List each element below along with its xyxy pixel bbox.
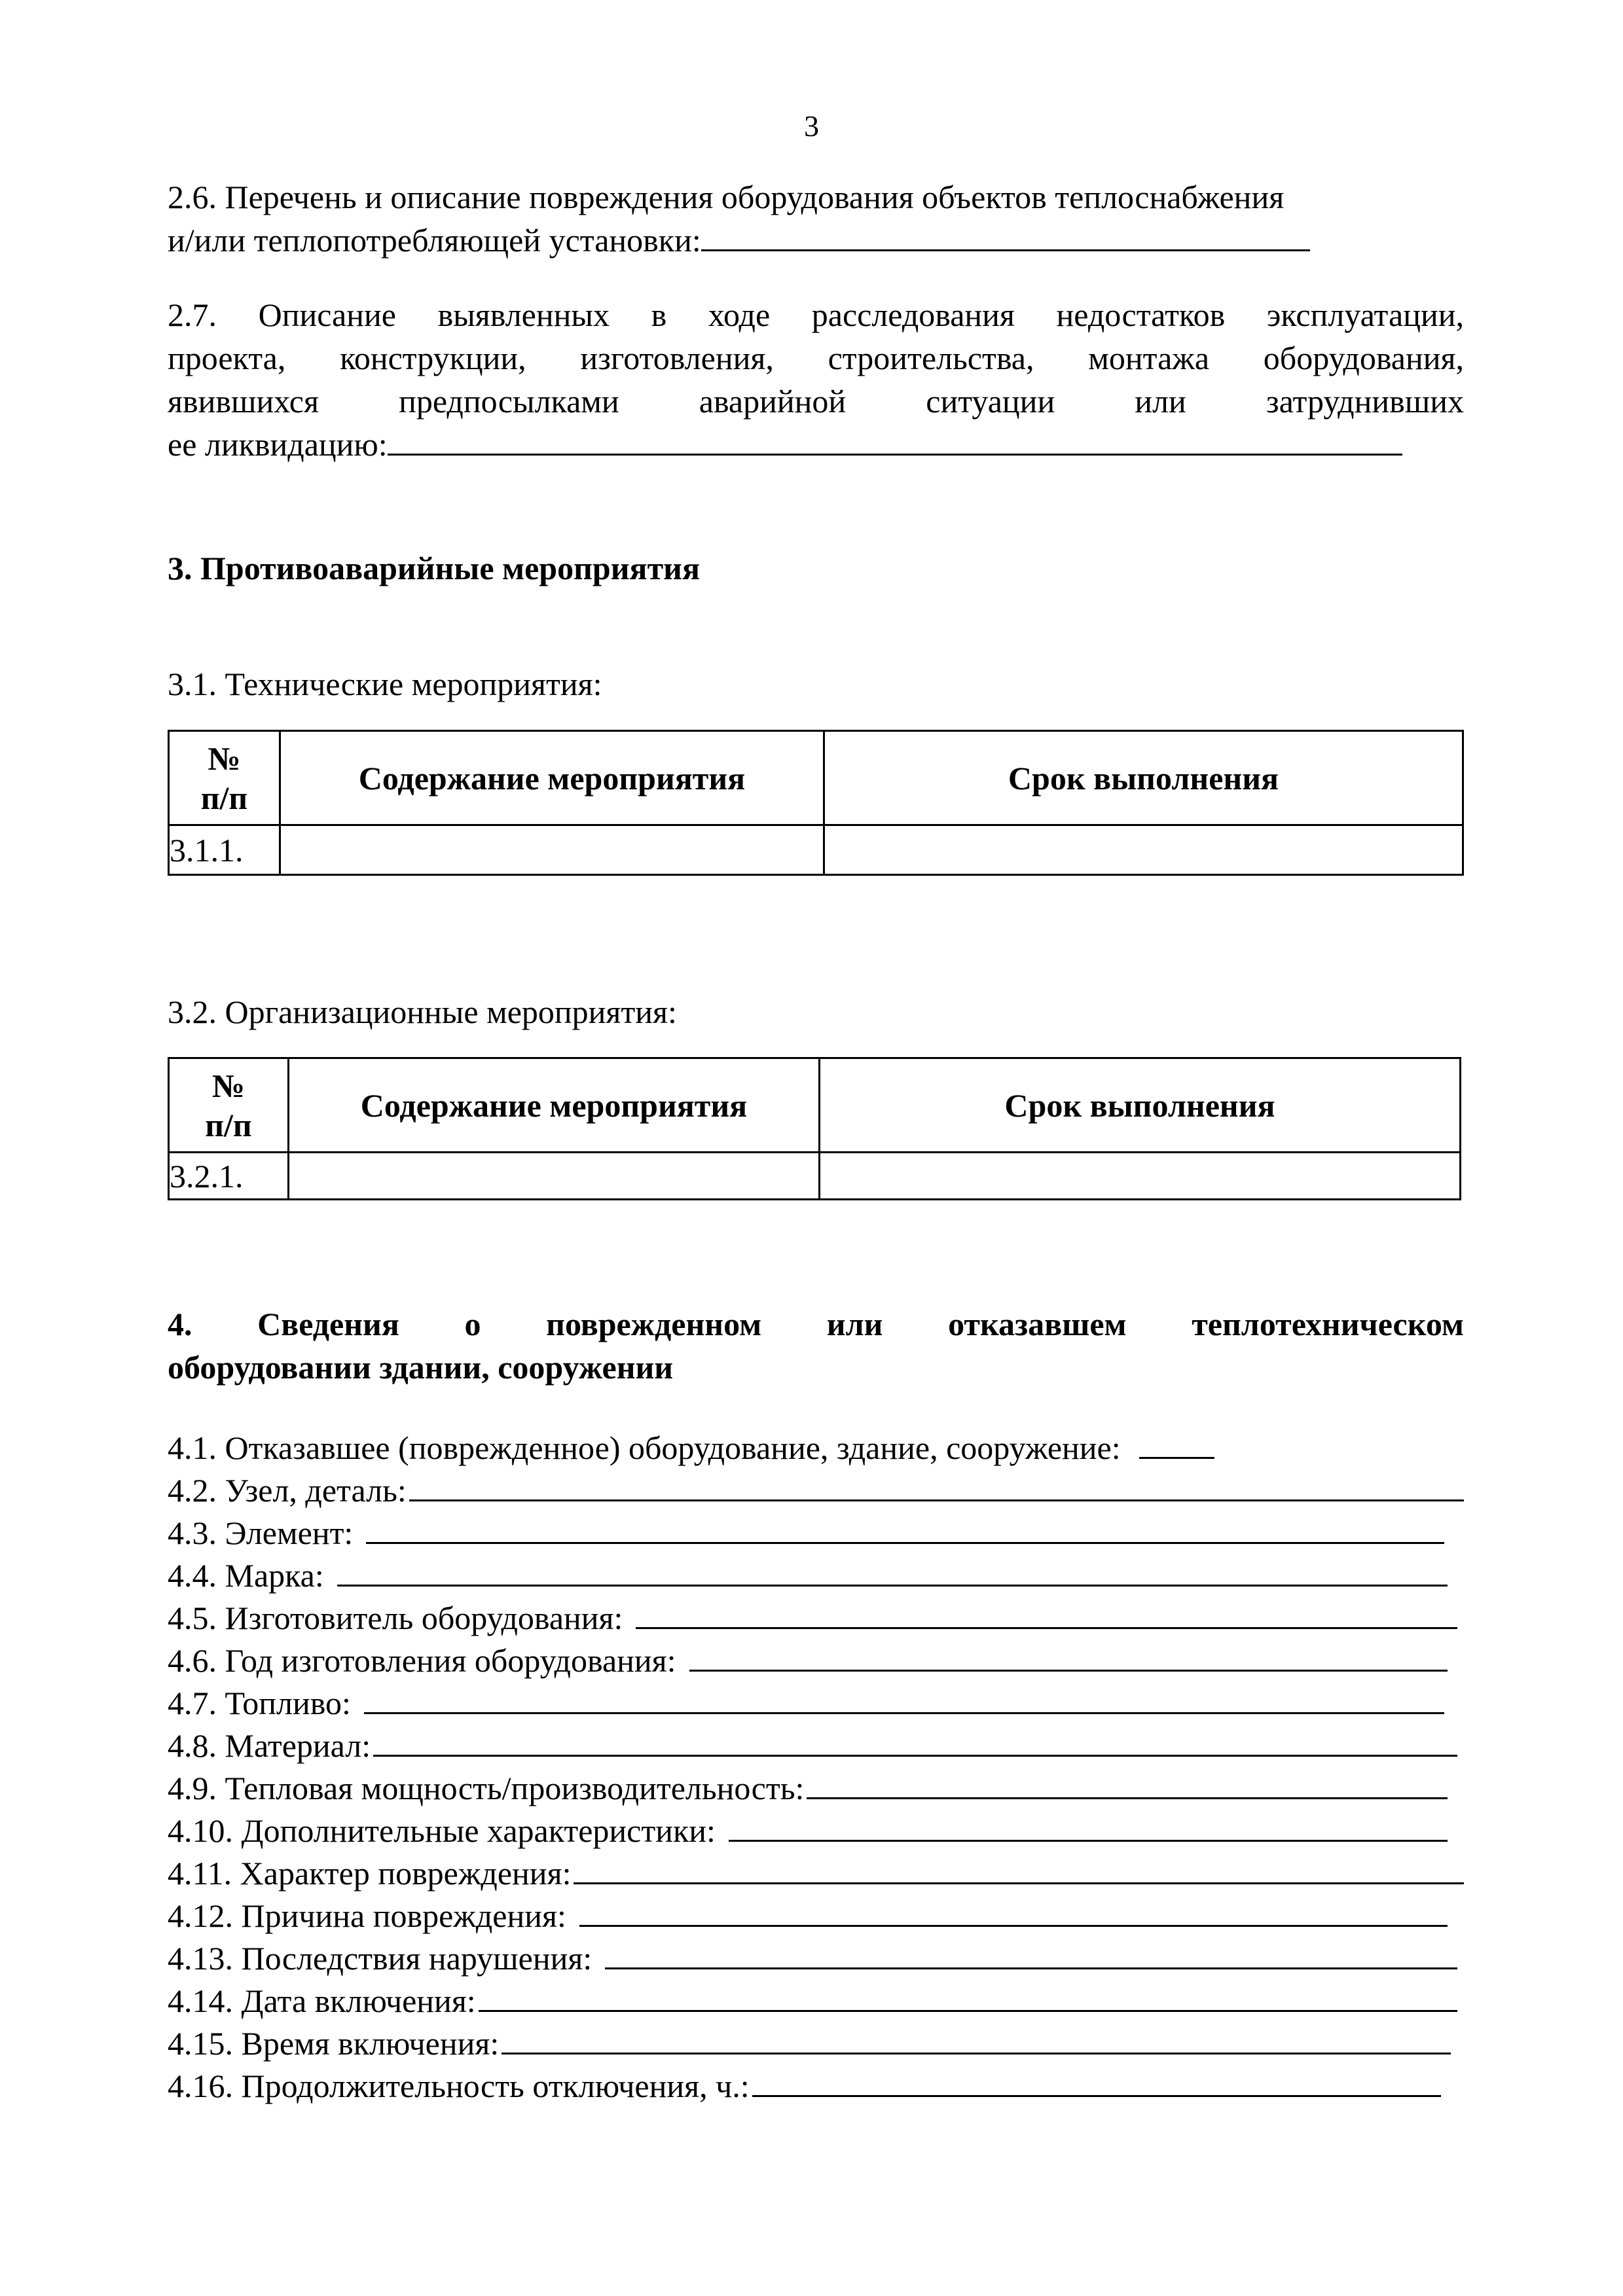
field-input-line[interactable] bbox=[409, 1473, 1464, 1501]
content-header: Содержание мероприятия bbox=[289, 1058, 820, 1153]
field-input-line[interactable] bbox=[479, 1984, 1457, 2012]
field-input-line[interactable] bbox=[1139, 1431, 1214, 1459]
field-input-line[interactable] bbox=[337, 1558, 1448, 1587]
field-label: 4.8. Материал: bbox=[168, 1727, 371, 1764]
field-input-line[interactable] bbox=[752, 2069, 1441, 2097]
field-row bbox=[168, 1767, 1477, 1810]
field-label: 4.14. Дата включения: bbox=[168, 1982, 476, 2019]
field-label: 4.13. Последствия нарушения: bbox=[168, 1940, 593, 1977]
field-input-line[interactable] bbox=[729, 1814, 1448, 1842]
content-cell[interactable] bbox=[289, 1153, 820, 1200]
field-label: 4.10. Дополнительные характеристики: bbox=[168, 1812, 716, 1849]
content-cell[interactable] bbox=[280, 825, 824, 875]
field-row bbox=[168, 1895, 1477, 1937]
fill-line-2-7[interactable] bbox=[388, 427, 1402, 456]
field-input-line[interactable] bbox=[689, 1643, 1448, 1672]
fill-line-2-6[interactable] bbox=[701, 223, 1310, 251]
section-4-heading bbox=[168, 1302, 1464, 1389]
field-row bbox=[168, 1980, 1477, 2022]
field-label: 4.11. Характер повреждения: bbox=[168, 1855, 572, 1892]
field-row bbox=[168, 1852, 1477, 1895]
paragraph-2-7-line-4 bbox=[168, 423, 1464, 466]
field-row bbox=[168, 1469, 1477, 1512]
organizational-measures-table bbox=[168, 1057, 1461, 1200]
paragraph-2-6-line-2-text: и/или теплопотребляющей установки: bbox=[168, 222, 701, 259]
field-row bbox=[168, 2065, 1477, 2108]
field-row bbox=[168, 1640, 1477, 1682]
subsection-3-1-label: 3.1. Технические мероприятия: bbox=[168, 666, 602, 702]
deadline-header: Срок выполнения bbox=[824, 731, 1463, 825]
field-label: 4.9. Тепловая мощность/производительность: bbox=[168, 1770, 805, 1806]
paragraph-2-6-line-1: 2.6. Перечень и описание повреждения оборудования объектов теплоснабжения bbox=[168, 179, 1285, 215]
paragraph-2-7-line-3: явившихся предпосылками аварийной ситуации или затруднивших bbox=[168, 383, 1464, 420]
field-row bbox=[168, 2022, 1477, 2065]
field-input-line[interactable] bbox=[579, 1899, 1448, 1927]
paragraph-2-7-line-2: проекта, конструкции, изготовления, строительства, монтажа оборудования, bbox=[168, 340, 1464, 376]
num-header-symbol: № bbox=[211, 1067, 246, 1104]
section-3-heading: 3. Противоаварийные мероприятия bbox=[168, 550, 700, 586]
field-input-line[interactable] bbox=[574, 1856, 1464, 1884]
paragraph-2-7-line-4-text: ее ликвидацию: bbox=[168, 426, 388, 463]
row-number-cell: 3.2.1. bbox=[169, 1153, 289, 1200]
field-label: 4.12. Причина повреждения: bbox=[168, 1897, 566, 1934]
field-row bbox=[168, 1682, 1477, 1725]
table-header-row bbox=[169, 731, 1463, 825]
paragraph-2-7-line-1: 2.7. Описание выявленных в ходе расследования недостатков эксплуатации, bbox=[168, 296, 1464, 333]
field-input-line[interactable] bbox=[501, 2026, 1451, 2054]
field-input-line[interactable] bbox=[373, 1729, 1457, 1757]
field-label: 4.1. Отказавшее (поврежденное) оборудование, здание, сооружение: bbox=[168, 1429, 1121, 1466]
field-label: 4.4. Марка: bbox=[168, 1557, 324, 1594]
technical-measures-table bbox=[168, 730, 1464, 876]
field-label: 4.3. Элемент: bbox=[168, 1515, 354, 1551]
field-input-line[interactable] bbox=[364, 1686, 1444, 1714]
field-label: 4.6. Год изготовления оборудования: bbox=[168, 1642, 676, 1679]
deadline-header: Срок выполнения bbox=[820, 1058, 1461, 1153]
field-input-line[interactable] bbox=[636, 1601, 1457, 1629]
field-row bbox=[168, 1725, 1477, 1767]
field-label: 4.15. Время включения: bbox=[168, 2025, 500, 2062]
deadline-cell[interactable] bbox=[820, 1153, 1461, 1200]
field-label: 4.7. Топливо: bbox=[168, 1685, 351, 1721]
field-row bbox=[168, 1427, 1477, 1469]
num-header-abbrev: п/п bbox=[200, 779, 248, 816]
field-label: 4.2. Узел, деталь: bbox=[168, 1472, 407, 1509]
field-input-line[interactable] bbox=[605, 1941, 1457, 1969]
field-row bbox=[168, 1937, 1477, 1980]
subsection-3-2-label: 3.2. Организационные мероприятия: bbox=[168, 994, 677, 1030]
field-row bbox=[168, 1554, 1477, 1597]
equipment-fields bbox=[168, 1427, 1477, 2108]
row-number-cell: 3.1.1. bbox=[169, 825, 280, 875]
paragraph-2-6 bbox=[168, 175, 1464, 262]
field-input-line[interactable] bbox=[807, 1771, 1448, 1799]
page-number: 3 bbox=[804, 109, 819, 143]
field-row bbox=[168, 1810, 1477, 1852]
section-4-heading-line-1: 4. Сведения о поврежденном или отказавшем теплотехническом bbox=[168, 1306, 1464, 1342]
field-label: 4.16. Продолжительность отключения, ч.: bbox=[168, 2068, 750, 2104]
table-row bbox=[169, 1153, 1461, 1200]
paragraph-2-6-line-2 bbox=[168, 219, 1464, 262]
num-header-abbrev: п/п bbox=[205, 1106, 252, 1143]
content-header: Содержание мероприятия bbox=[280, 731, 824, 825]
field-row bbox=[168, 1597, 1477, 1640]
table-row bbox=[169, 825, 1463, 875]
num-header bbox=[169, 1058, 289, 1153]
field-row bbox=[168, 1512, 1477, 1554]
num-header-symbol: № bbox=[208, 740, 241, 777]
table-header-row bbox=[169, 1058, 1461, 1153]
num-header bbox=[169, 731, 280, 825]
section-4-heading-line-2: оборудовании здании, сооружении bbox=[168, 1349, 674, 1386]
field-label: 4.5. Изготовитель оборудования: bbox=[168, 1600, 623, 1636]
deadline-cell[interactable] bbox=[824, 825, 1463, 875]
field-input-line[interactable] bbox=[366, 1516, 1444, 1544]
paragraph-2-7 bbox=[168, 293, 1464, 466]
